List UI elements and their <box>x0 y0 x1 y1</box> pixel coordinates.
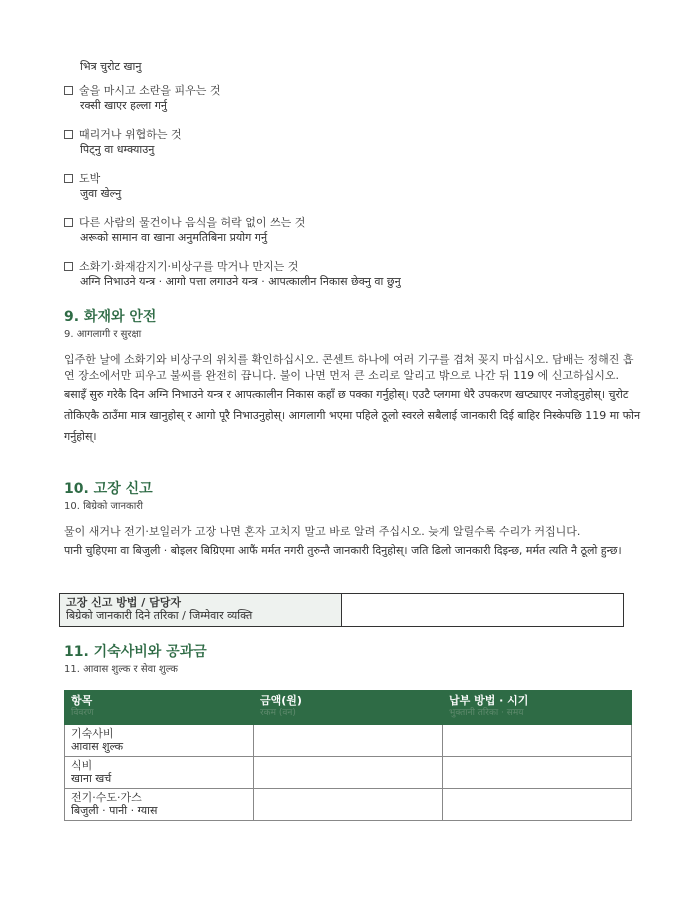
rule-ko: 때리거나 위협하는 것 <box>79 128 182 141</box>
box-label: 고장 신고 방법 / 담당자 बिग्रेको जानकारी दिने तरिका / जिम्मेवार व्यक्ति <box>60 594 342 626</box>
rule-item <box>64 128 644 157</box>
lead-line: भित्र चुरोट खानु <box>80 60 142 73</box>
table-row <box>65 725 632 757</box>
section-title: 11. 기숙사비와 공과금 <box>64 644 207 660</box>
fee-table <box>64 690 632 821</box>
method-cell[interactable] <box>443 725 632 757</box>
amount-cell[interactable] <box>254 757 443 789</box>
table-row <box>65 789 632 821</box>
section-subtitle: 10. बिग्रेको जानकारी <box>64 501 143 512</box>
table-header-row <box>65 691 632 725</box>
rule-ko: 술을 마시고 소란을 피우는 것 <box>79 84 221 97</box>
body-ko: 물이 새거나 전기·보일러가 고장 나면 혼자 고치지 말고 바로 알려 주십시오. 늦게 알릴수록 수리가 커집니다. <box>64 525 581 538</box>
rule-item <box>64 172 644 201</box>
amount-cell[interactable] <box>254 725 443 757</box>
rule-ko: 도박 <box>79 172 101 185</box>
checkbox-icon <box>64 174 73 183</box>
box-value-field[interactable] <box>342 594 623 626</box>
checkbox-icon <box>64 86 73 95</box>
rule-ne: अग्नि निभाउने यन्त्र · आगो पत्ता लगाउने यन्त्र · आपत्कालीन निकास छेक्नु वा छुनु <box>80 275 401 288</box>
row-label: 기숙사비 आवास शुल्क <box>65 725 254 757</box>
repair-contact-box <box>59 593 624 627</box>
section-fire-safety <box>64 308 644 447</box>
body-ne: पानी चुहिएमा वा बिजुली · बोइलर बिग्रिएमा आफैं मर्मत नगरी तुरुन्तै जानकारी दिनुहोस्। जति ढिलो जानकारी दिइन्छ, मर्मत त्यति नै ठूलो हुन्छ। <box>64 544 622 557</box>
body-ko: 입주한 날에 소화기와 비상구의 위치를 확인하십시오. 콘센트 하나에 여러 기구를 겹쳐 꽂지 마십시오. 담배는 정해진 흡연 장소에서만 피우고 불씨를 완전히 끕니다. 불이 나면 먼저 큰 소리로 알리고 밖으로 나간 뒤 119 에 신고하십시오. <box>64 353 634 382</box>
row-label: 전기·수도·가스 बिजुली · पानी · ग्यास <box>65 789 254 821</box>
section-subtitle: 9. आगलागी र सुरक्षा <box>64 329 142 340</box>
body-ne: बसाइँ सुरु गरेकै दिन अग्नि निभाउने यन्त्र र आपत्कालीन निकास कहाँ छ पक्का गर्नुहोस्। एउटै प्लगमा धेरै उपकरण खप्ट्याएर नजोड्नुहोस्। चुरोट तोकिएकै ठाउँमा मात्र खानुहोस् र आगो पूरै निभाउनुहोस्। आगलागी भएमा पहिले ठूलो स्वरले सबैलाई जानकारी दिई बाहिर निस्केपछि 119 मा फोन गर्नुहोस्। <box>64 388 641 443</box>
rule-ne: रक्सी खाएर हल्ला गर्नु <box>80 99 168 112</box>
rule-item <box>64 216 644 245</box>
rule-item <box>64 84 644 113</box>
rule-ko: 다른 사람의 물건이나 음식을 허락 없이 쓰는 것 <box>79 216 306 229</box>
row-label: 식비 खाना खर्च <box>65 757 254 789</box>
method-cell[interactable] <box>443 757 632 789</box>
rule-ne: अरूको सामान वा खाना अनुमतिबिना प्रयोग गर्नु <box>80 231 268 244</box>
rule-item <box>64 260 644 289</box>
checkbox-icon <box>64 262 73 271</box>
rule-ko: 소화기·화재감지기·비상구를 막거나 만지는 것 <box>79 260 299 273</box>
section-title: 10. 고장 신고 <box>64 481 153 497</box>
rule-ne: जुवा खेल्नु <box>80 187 122 200</box>
method-cell[interactable] <box>443 789 632 821</box>
header-amount: 금액(원) रकम (वन) <box>254 691 443 725</box>
section-repair-report <box>64 480 644 561</box>
section-subtitle: 11. आवास शुल्क र सेवा शुल्क <box>64 664 178 675</box>
header-item: 항목 विवरण <box>65 691 254 725</box>
amount-cell[interactable] <box>254 789 443 821</box>
checkbox-icon <box>64 130 73 139</box>
section-fees <box>64 643 644 677</box>
checkbox-icon <box>64 218 73 227</box>
rule-ne: पिट्नु वा धम्क्याउनु <box>80 143 155 156</box>
rules-list <box>64 84 644 304</box>
header-payment: 납부 방법 · 시기 भुक्तानी तरिका · समय <box>443 691 632 725</box>
section-title: 9. 화재와 안전 <box>64 309 157 325</box>
table-row <box>65 757 632 789</box>
